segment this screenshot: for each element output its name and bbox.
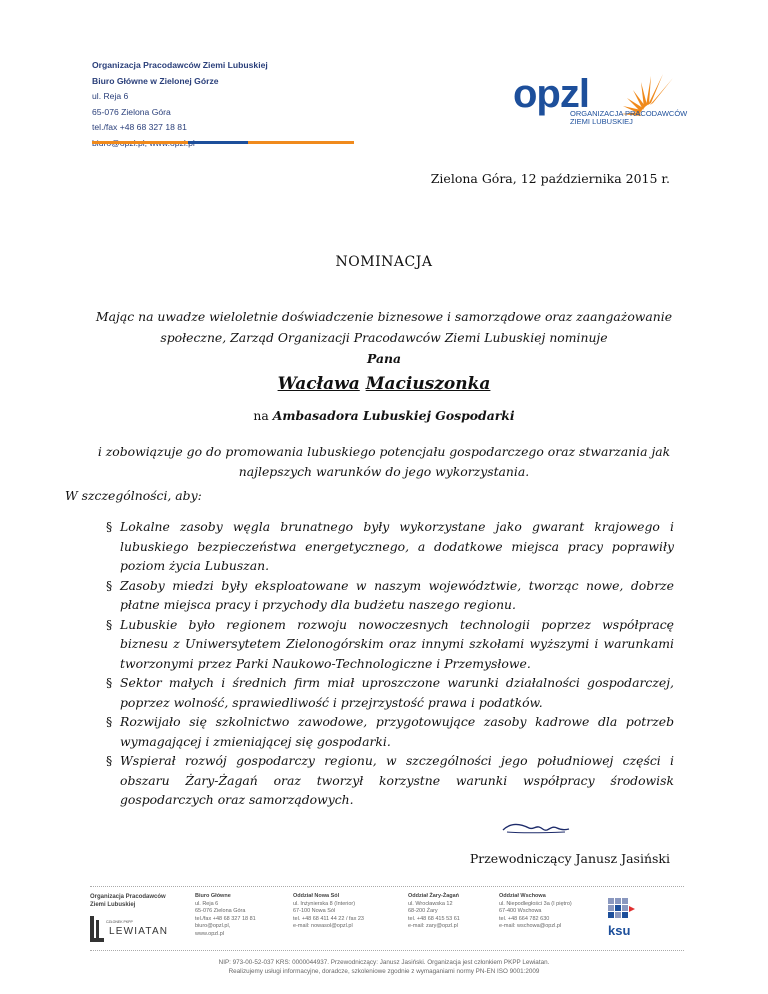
goal-text: Zasoby miedzi były eksploatowane w naszym województwie, tworząc nowe, dobrze płatne miejsca pracy i przychody dla budżetu naszego regionu. [120, 577, 674, 612]
office-line: ul. Inżynierska 8 (Interior) [293, 900, 356, 907]
office-line: ul. Wrocławska 12 [408, 900, 453, 907]
list-item [106, 517, 674, 576]
footer-legal-line2: Realizujemy usługi informacyjne, doradcze, szkoleniowe zgodnie z wymaganiami normy PN-EN ISO 9001:2009 [228, 968, 540, 975]
list-item [106, 712, 674, 751]
goal-text: Sektor małych i średnich firm miał uproszczone warunki działalności gospodarczej, poprzez wolność, sprawiedliwość i przejrzystość prawa i podatków. [120, 675, 674, 710]
lewiatan-member-label: CZŁONEK PKPP [106, 920, 133, 924]
header-contact [92, 58, 268, 152]
letter-title: NOMINACJA [335, 254, 433, 270]
ambassador-line [0, 408, 768, 423]
section-sign: § [106, 616, 113, 632]
office-zary-zagan [408, 893, 460, 931]
ksu-label: ksu [608, 923, 631, 938]
header-city: 65-076 Zielona Góra [92, 106, 171, 117]
office-line: e-mail: zary@opzl.pl [408, 923, 458, 929]
office-line: biuro@opzl.pl, [195, 923, 231, 929]
goal-text: Lokalne zasoby węgla brunatnego były wykorzystane jako gwarant krajowego i lubuskiego bezpieczeństwa energetycznego, a dodatkowe miejsca pracy poprawiły poziom życia Lubuszan. [120, 519, 674, 573]
section-sign: § [106, 519, 113, 534]
office-line: ul. Reja 6 [195, 900, 219, 907]
salutation: Pana [366, 351, 402, 366]
section-sign: § [106, 714, 113, 729]
logo-subtitle-line1: ORGANIZACJA PRACODAWCÓW [570, 109, 688, 118]
intro-text: Mając na uwadze wieloletnie doświadczenie biznesowe i samorządowe oraz zaangażowanie społeczne, Zarząd Organizacji Pracodawców Ziemi Lubuskiej nominuje [95, 309, 673, 345]
list-item [106, 673, 674, 712]
handwritten-signature [499, 818, 571, 836]
list-item [106, 576, 674, 615]
section-sign: § [106, 675, 113, 690]
footer-legal-line1: NIP: 973-00-52-037 KRS: 0000044937. Przewodniczący: Janusz Jasiński. Organizacja jest członkiem PKPP Lewiatan. [218, 959, 550, 966]
header-org-name: Organizacja Pracodawców Ziemi Lubuskiej [92, 60, 268, 70]
header-street: ul. Reja 6 [92, 91, 129, 102]
lewiatan-logo-icon [90, 916, 104, 942]
goal-text: Rozwijało się szkolnictwo zawodowe, przygotowujące zasoby kadrowe dla potrzeb wymagającej i zmieniającej się gospodarki. [120, 714, 674, 749]
office-line: tel./fax +48 68 327 18 81 [195, 915, 256, 922]
office-line: tel. +48 68 411 44 22 / fax 23 [293, 915, 364, 922]
footer-divider-bottom [90, 950, 684, 951]
office-name: Oddział Wschowa [499, 893, 546, 899]
logo-subtitle-line2: ZIEMI LUBUSKIEJ [570, 117, 633, 126]
section-sign: § [106, 577, 113, 593]
goal-text: Lubuskie było regionem rozwoju nowoczesnych technologii poprzez współpracę biznesu z Uniwersytetem Zielonogórskim oraz innymi szkołami wyższymi i warunkami tworzonymi przez Parki Naukowo-Technologiczne i Przemysłowe. [120, 616, 674, 671]
logo-wordmark: opzl [513, 72, 589, 116]
commitment-text: i zobowiązuje go do promowania lubuskiego potencjału gospodarczego oraz stwarzania jak najlepszych warunków do jego wykorzystania. [97, 444, 671, 479]
office-line: tel. +48 68 415 53 61 [408, 915, 460, 922]
letter-date: Zielona Góra, 12 października 2015 r. [430, 171, 670, 186]
office-line: e-mail: wschowa@opzl.pl [499, 923, 562, 929]
office-line: tel. +48 664 782 630 [499, 915, 550, 922]
header-phone: tel./fax +48 68 327 18 81 [92, 122, 187, 133]
header-office: Biuro Główne w Zielonej Górze [92, 75, 219, 86]
header-bar-orange-right [248, 141, 354, 144]
footer-org-line2: Ziemi Lubuskiej [90, 902, 136, 908]
office-line: e-mail: nowasol@opzl.pl [293, 923, 353, 929]
list-item [106, 751, 674, 810]
ambassador-prefix: na [253, 408, 269, 423]
ksu-logo-icon [608, 898, 636, 922]
office-name: Oddział Nowa Sól [293, 893, 340, 899]
footer-divider-top [90, 886, 684, 887]
header-bar-orange-left [92, 141, 188, 144]
in-particular-heading: W szczególności, aby: [65, 488, 202, 503]
list-item [106, 615, 674, 674]
footer-org-line1: Organizacja Pracodawców [90, 894, 166, 900]
office-name: Oddział Żary-Żagań [408, 893, 460, 899]
footer-org-name [90, 893, 166, 909]
logo-subtitle [570, 110, 687, 126]
office-name: Biuro Główne [195, 893, 231, 899]
nomination-intro [90, 306, 678, 369]
ambassador-title: Ambasadora Lubuskiej Gospodarki [272, 408, 515, 423]
opzl-logo [513, 72, 688, 142]
office-line: www.opzl.pl [195, 930, 225, 937]
goals-list [106, 517, 674, 810]
signatory: Przewodniczący Janusz Jasiński [469, 851, 670, 866]
office-nowa-sol [293, 893, 364, 931]
footer-legal [0, 958, 768, 976]
office-line: 68-200 Żary [408, 908, 438, 914]
goal-text: Wspierał rozwój gospodarczy regionu, w szczególności jego południowej części i obszaru Żary-Żagań oraz tworzył korzystne warunki współpracy środowisk gospodarczych oraz samorządowych. [120, 753, 674, 807]
lewiatan-label: LEWIATAN [109, 926, 169, 937]
nominee-last-name: Maciuszonka [365, 374, 491, 394]
header-bar-blue [188, 141, 248, 144]
office-wschowa [499, 893, 572, 931]
office-line: 67-400 Wschowa [499, 908, 542, 914]
office-line: 67-100 Nowa Sól [293, 908, 336, 914]
office-main [195, 893, 256, 938]
office-line: 65-076 Zielona Góra [195, 908, 246, 914]
nominee-first-name: Wacława [277, 374, 360, 394]
nominee-name [0, 374, 768, 394]
section-sign: § [106, 753, 113, 768]
office-line: ul. Niepodległości 3a (I piętro) [499, 900, 572, 907]
